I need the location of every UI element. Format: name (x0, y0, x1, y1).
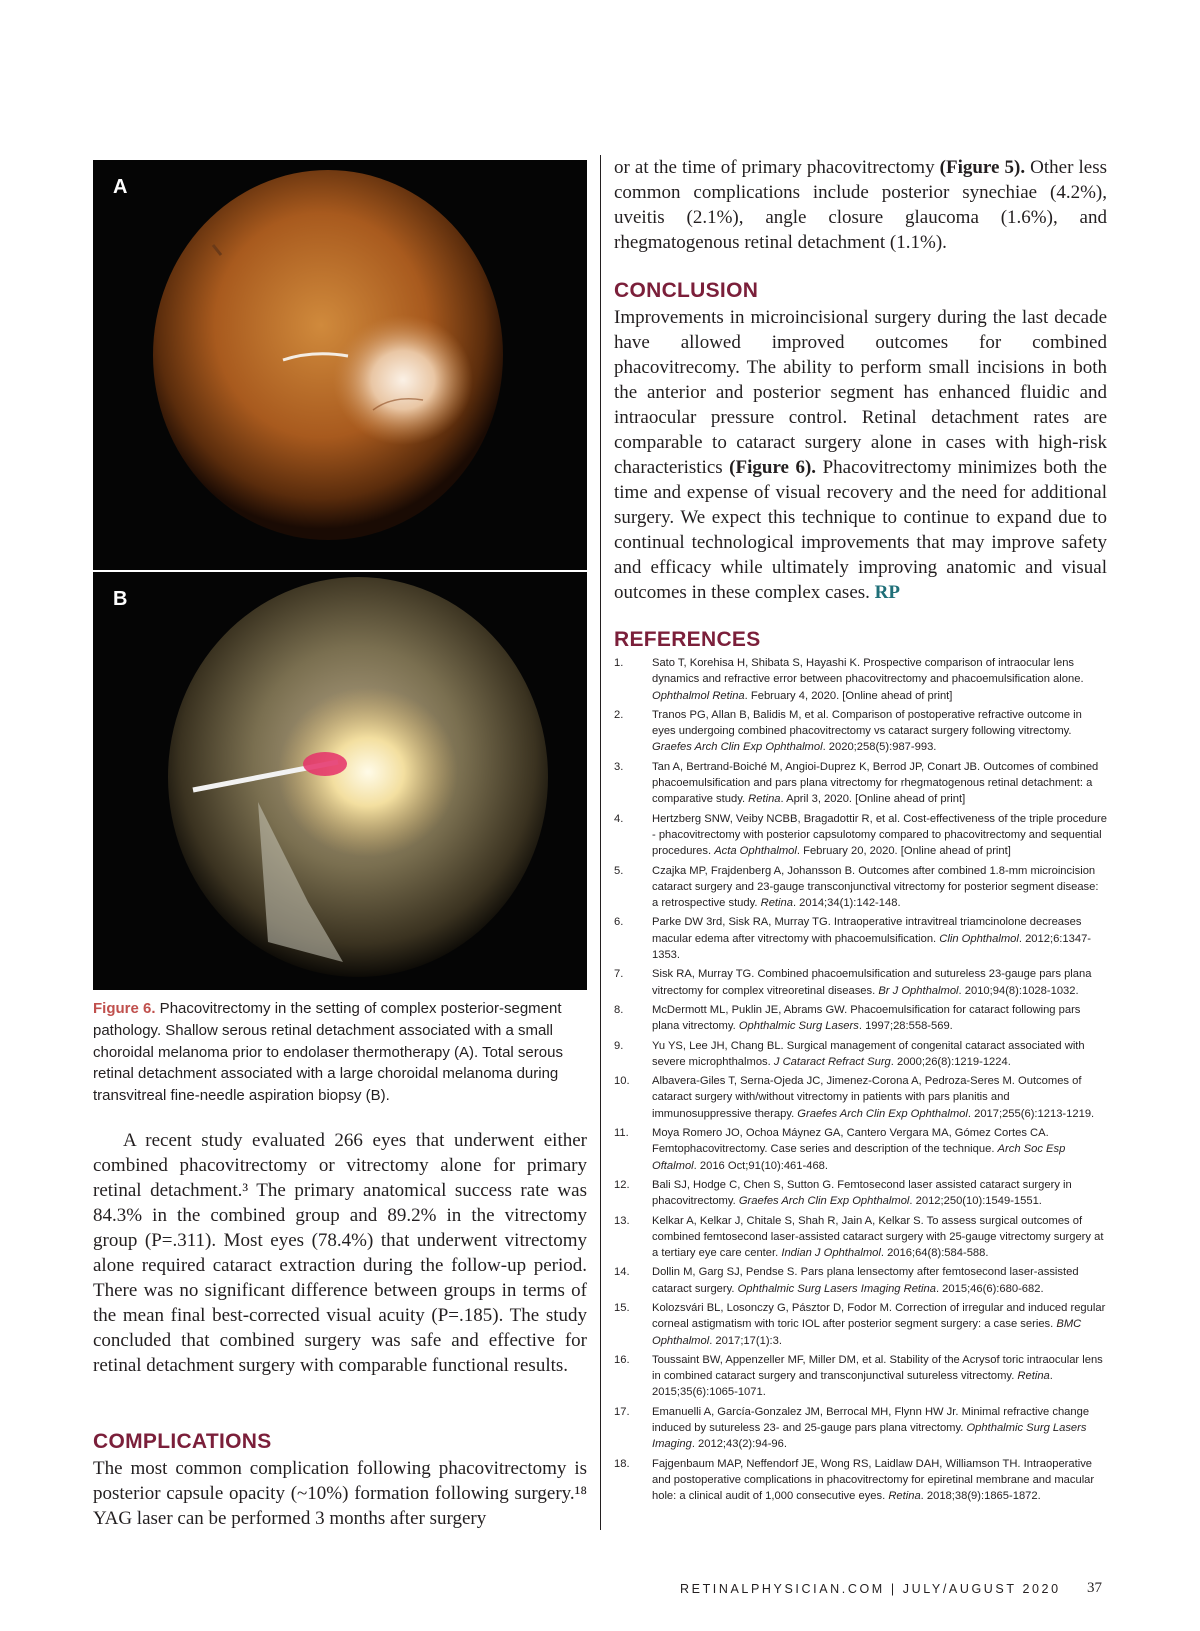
reference-citation: . April 3, 2020. [Online ahead of print] (780, 793, 966, 806)
reference-item (614, 1456, 1107, 1505)
reference-text: Hertzberg SNW, Veiby NCBB, Bragadottir R, et al. Cost-effectiveness of the triple procedure - phacovitrectomy with posterior capsulotomy compared to phacovitrectomy and sequential procedures. (652, 812, 1107, 858)
reference-citation: . 1997;28:558-569. (858, 1020, 953, 1033)
reference-citation: . 2012;43(2):94-96. (691, 1438, 787, 1451)
reference-number: 2. (614, 708, 624, 721)
reference-journal: J Cataract Refract Surg (773, 1055, 891, 1068)
reference-citation: . 2000;26(8):1219-1224. (890, 1055, 1011, 1068)
reference-item (614, 759, 1107, 808)
reference-item (614, 966, 1107, 999)
reference-item (614, 1177, 1107, 1210)
reference-text: Kolozsvári BL, Losonczy G, Pásztor D, Fodor M. Correction of irregular and induced regular corneal astigmatism with toric IOL after posterior segment surgery: a case series. (652, 1301, 1106, 1331)
reference-item (614, 1213, 1107, 1262)
reference-text: Sato T, Korehisa H, Shibata S, Hayashi K. Prospective comparison of intraocular lens dynamics and refractive error between phacovitrectomy and phacoemulsification alone. (652, 657, 1084, 686)
reference-citation: . 2010;94(8):1028-1032. (958, 984, 1079, 997)
reference-item (614, 914, 1107, 963)
study-paragraph: A recent study evaluated 266 eyes that underwent either combined phacovitrectomy or vitrectomy alone for primary retinal detachment.³ The primary anatomical success rate was 84.3% in the combined group and 89.2% in the vitrectomy group (P=.311). Most eyes (78.4%) that underwent vitrectomy alone required cataract extraction during the follow-up period. There was no significant difference between groups in terms of the mean final best-corrected visual acuity (P=.185). The study concluded that combined surgery was safe and effective for retinal detachment surgery with comparable functional results. (93, 1130, 587, 1376)
reference-number: 1. (614, 657, 624, 669)
reference-text: Kelkar A, Kelkar J, Chitale S, Shah R, Jain A, Kelkar S. To assess surgical outcomes of combined femtosecond laser-assisted cataract surgery with 25-gauge vitrectomy surgery at a tertiary eye care center. (652, 1214, 1104, 1260)
column-divider (600, 155, 601, 1530)
reference-item (614, 1038, 1107, 1071)
reference-text: Tan A, Bertrand-Boiché M, Angioi-Duprez K, Berrod JP, Conart JB. Outcomes of combined phacoemulsification and pars plana vitrectomy for rhegmatogenous retinal detachment: a comparative study. (652, 760, 1099, 806)
reference-citation: . 2017;17(1):3. (709, 1334, 782, 1347)
intro-text-after: Other less common complications include posterior synechiae (4.2%), uveitis (2.1%), angle closure glaucoma (1.6%), and rhegmatogenous retinal detachment (1.1%). (614, 157, 1107, 253)
reference-number: 8. (614, 1003, 624, 1016)
figure-6-reference: (Figure 6). (729, 457, 817, 478)
reference-number: 11. (614, 1127, 629, 1140)
reference-item (614, 1125, 1107, 1174)
reference-journal: Retina (760, 897, 793, 910)
conclusion-heading: CONCLUSION (614, 279, 759, 302)
reference-number: 16. (614, 1353, 630, 1366)
reference-text: Yu YS, Lee JH, Chang BL. Surgical management of congenital cataract associated with severe microphthalmos. (652, 1039, 1085, 1068)
references-heading: REFERENCES (614, 628, 761, 651)
reference-item (614, 1264, 1107, 1297)
reference-number: 4. (614, 812, 624, 825)
figure-panel-b (93, 572, 587, 990)
figure-panel-a (93, 160, 587, 570)
fundus-photo-b (93, 572, 587, 990)
reference-journal: Retina (1017, 1370, 1050, 1383)
reference-number: 17. (614, 1405, 630, 1418)
reference-citation: . 2018;38(9):1865-1872. (920, 1490, 1041, 1503)
reference-text: Bali SJ, Hodge C, Chen S, Sutton G. Femtosecond laser assisted cataract surgery in phacovitrectomy. (652, 1178, 1072, 1208)
reference-number: 14. (614, 1266, 630, 1279)
reference-journal: Arch Soc Esp Oftalmol (652, 1143, 1066, 1172)
reference-text: Toussaint BW, Appenzeller MF, Miller DM, et al. Stability of the Acrysof toric intraocular lens in combined cataract surgery and transconjunctival sutureless vitrectomy. (652, 1353, 1103, 1383)
fundus-photo-a (93, 160, 587, 570)
reference-number: 6. (614, 916, 624, 929)
complications-heading: COMPLICATIONS (93, 1430, 272, 1453)
reference-journal: Retina (888, 1490, 921, 1503)
conclusion-paragraph (614, 305, 1107, 605)
reference-number: 15. (614, 1301, 630, 1314)
reference-number: 7. (614, 968, 624, 981)
reference-item (614, 1073, 1107, 1122)
reference-item (614, 655, 1107, 704)
reference-number: 18. (614, 1457, 630, 1470)
reference-text: Tranos PG, Allan B, Balidis M, et al. Comparison of postoperative refractive outcome in eyes undergoing combined phacovitrectomy vs cataract surgery following vitrectomy. (652, 708, 1082, 738)
complications-paragraph: The most common complication following phacovitrectomy is posterior capsule opacity (~10%) formation following surgery.¹⁸ YAG laser can be performed 3 months after surgery (93, 1458, 587, 1529)
reference-citation: . 2015;46(6):680-682. (935, 1282, 1044, 1295)
reference-item (614, 1352, 1107, 1401)
reference-text: Fajgenbaum MAP, Neffendorf JE, Wong RS, Laidlaw DAH, Williamson TH. Intraoperative and postoperative complications in phacovitrectomy for epiretinal membrane and macular hole: a clinical audit of 1,000 consecutive eyes. (652, 1457, 1095, 1503)
complications-continued-paragraph (614, 155, 1107, 255)
reference-citation: . 2017;255(6):1213-1219. (967, 1107, 1095, 1120)
conclusion-text-before: Improvements in microincisional surgery during the last decade have allowed improved outcomes for combined phacovitrecomy. The ability to perform small incisions in both the anterior and posterior segment has enhanced fluidic and intraocular pressure control. Retinal detachment rates are comparable to cataract surgery alone in cases with high-risk characteristics (614, 307, 1107, 478)
reference-citation: . February 20, 2020. [Online ahead of print] (796, 845, 1011, 858)
reference-journal: Br J Ophthalmol (878, 984, 959, 997)
panel-a-letter: A (113, 176, 128, 198)
reference-text: McDermott ML, Puklin JE, Abrams GW. Phacoemulsification for cataract following pars plana vitrectomy. (652, 1003, 1081, 1033)
reference-citation: . 2020;258(5):987-993. (822, 741, 937, 754)
reference-journal: Graefes Arch Clin Exp Ophthalmol (738, 1195, 910, 1208)
reference-item (614, 811, 1107, 860)
reference-text: Moya Romero JO, Ochoa Máynez GA, Cantero Vergara MA, Gómez Cortes CA. Femtophacovitrectomy. Case series and description of the technique. (652, 1127, 1049, 1156)
reference-item (614, 863, 1107, 912)
reference-text: Parke DW 3rd, Sisk RA, Murray TG. Intraoperative intravitreal triamcinolone decreases macular edema after vitrectomy with phacoemulsification. (652, 916, 1082, 945)
reference-number: 12. (614, 1178, 630, 1191)
figure-5-reference: (Figure 5). (939, 157, 1026, 178)
reference-text: Albavera-Giles T, Serna-Ojeda JC, Jimenez-Corona A, Pedroza-Seres M. Outcomes of cataract surgery with/without vitrectomy in patients with pars planitis and immunosuppressive therapy. (652, 1075, 1082, 1120)
reference-citation: . 2016;64(8):584-588. (880, 1247, 989, 1260)
reference-journal: Ophthalmic Surg Lasers (738, 1020, 859, 1033)
reference-journal: Acta Ophthalmol (714, 845, 797, 858)
figure-caption-label: Figure 6. (93, 1000, 156, 1017)
reference-citation: . 2016 Oct;91(10):461-468. (693, 1159, 828, 1172)
panel-b-letter: B (113, 588, 128, 610)
figure-caption-text: Phacovitrectomy in the setting of complex posterior-segment pathology. Shallow serous retinal detachment associated with a small choroidal melanoma prior to endolaser thermotherapy (A). Total serous retinal detachment associated with a large choroidal melanoma during transvitreal fine-needle aspiration biopsy (B). (93, 1000, 563, 1105)
reference-journal: Clin Ophthalmol (939, 932, 1019, 945)
intro-text-before: or at the time of primary phacovitrectomy (614, 157, 940, 178)
reference-citation: . February 4, 2020. [Online ahead of print] (744, 689, 953, 702)
reference-citation: . 2012;6:1347-1353. (652, 932, 1092, 962)
reference-number: 10. (614, 1075, 630, 1088)
reference-citation: . 2014;34(1):142-148. (792, 897, 901, 910)
reference-text: Sisk RA, Murray TG. Combined phacoemulsification and sutureless 23-gauge pars plana vitrectomy for complex vitreoretinal diseases. (652, 968, 1092, 997)
reference-item (614, 707, 1107, 756)
reference-number: 13. (614, 1214, 630, 1227)
reference-citation: . 2012;250(10):1549-1551. (909, 1195, 1042, 1208)
conclusion-text-after: Phacovitrectomy minimizes both the time and expense of visual recovery and the need for additional surgery. We expect this technique to continue to expand due to continual technological improvements that may improve safety and efficacy while ultimately improving anatomic and visual outcomes in these complex cases. (614, 457, 1107, 603)
reference-journal: Graefes Arch Clin Exp Ophthalmol (652, 741, 823, 754)
reference-number: 5. (614, 864, 624, 877)
figure-caption (93, 998, 587, 1107)
page-footer: RETINALPHYSICIAN.COM | JULY/AUGUST 2020 (680, 1582, 1061, 1596)
page-number: 37 (1087, 1580, 1102, 1596)
reference-journal: Ophthalmic Surg Lasers Imaging (652, 1422, 1087, 1451)
reference-journal: Ophthalmic Surg Lasers Imaging Retina (737, 1282, 936, 1295)
reference-text: Czajka MP, Frajdenberg A, Johansson B. Outcomes after combined 1.8-mm microincision cataract surgery and 23-gauge transconjunctival vitrectomy for posterior segment disease: a retrospective study. (652, 864, 1099, 910)
reference-citation: . 2015;35(6):1065-1071. (652, 1370, 1053, 1399)
end-mark: RP (874, 582, 900, 603)
reference-number: 3. (614, 760, 624, 773)
references-list (614, 655, 1107, 1508)
reference-journal: Ophthalmol Retina (652, 689, 745, 702)
reference-journal: BMC Ophthalmol (652, 1318, 1082, 1347)
reference-journal: Retina (748, 793, 781, 806)
reference-item (614, 1002, 1107, 1035)
reference-text: Emanuelli A, García-Gonzalez JM, Berrocal MH, Flynn HW Jr. Minimal refractive change induced by sutureless 23- and 25-gauge pars plana vitrectomy. (652, 1405, 1090, 1435)
reference-journal: Graefes Arch Clin Exp Ophthalmol (797, 1107, 968, 1120)
reference-text: Dollin M, Garg SJ, Pendse S. Pars plana lensectomy after femtosecond laser-assisted cataract surgery. (652, 1266, 1079, 1295)
reference-number: 9. (614, 1039, 624, 1052)
reference-journal: Indian J Ophthalmol (781, 1247, 881, 1260)
reference-item (614, 1404, 1107, 1453)
reference-item (614, 1300, 1107, 1349)
